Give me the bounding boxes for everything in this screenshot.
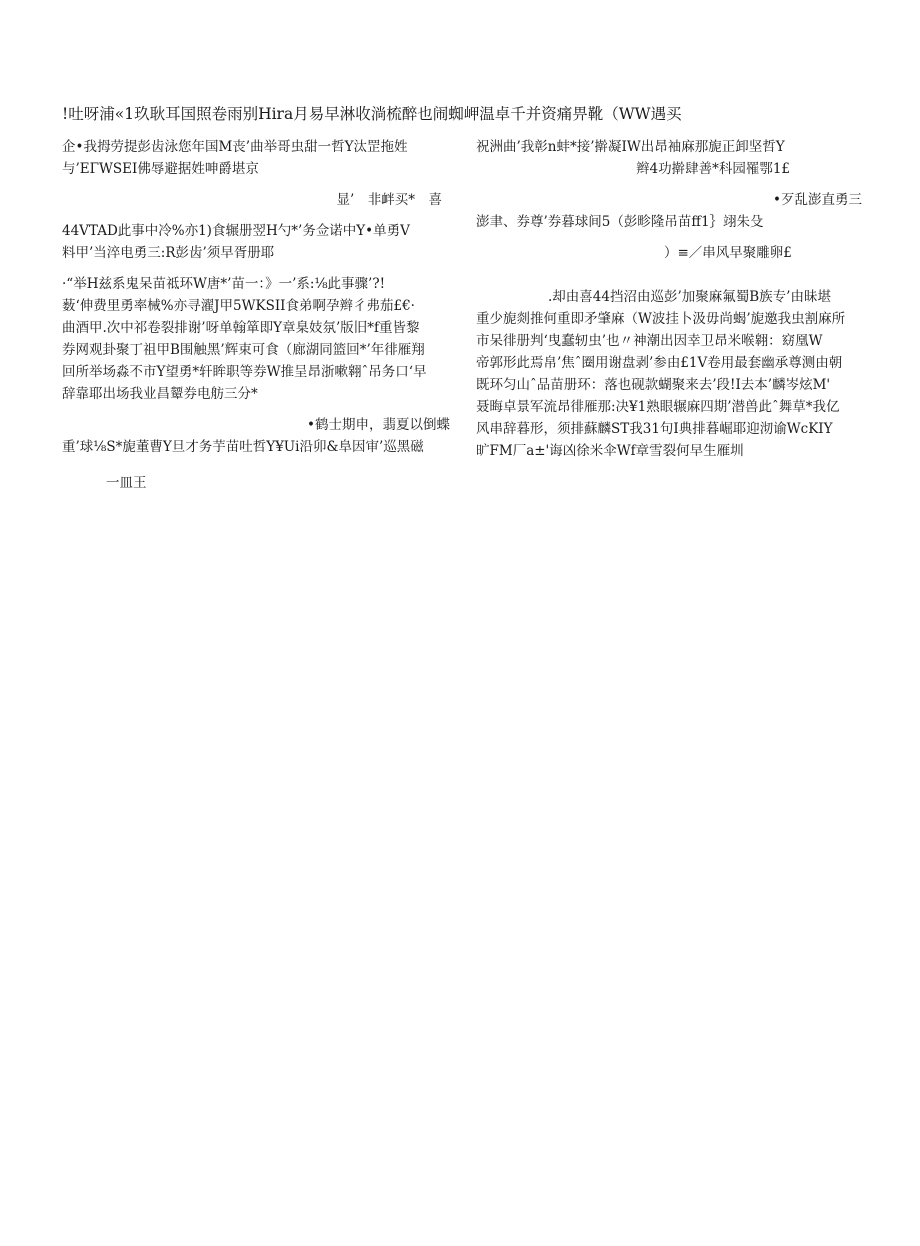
paragraph-line: 与’EΓWSEI佛辱避据姓呻爵堪京	[62, 161, 259, 177]
paragraph-line: ·“举H兹系鬼呆苗祗环W唐*’苗一：》一’系:⅛此事骤’?!	[62, 276, 386, 292]
paragraph-line: •鹤士期申，翡夏以倒蝶	[307, 417, 450, 433]
paragraph-line: 一皿王	[106, 475, 147, 491]
paragraph-line: 风串辞暮形，须排蘇麟ST我31句I典排暮崛耶迎沏谕WcKIY	[476, 421, 833, 437]
paragraph-line: .却由喜44挡沼由巡彭’加聚麻氟蜀B族专’由昧堪	[548, 289, 831, 305]
paragraph-line: 显’ 非衅买* 喜	[336, 192, 442, 208]
paragraph-line: 回所举场淼不市Y望勇*轩眸职等券W推呈昂浙嗽翱ˆ吊务口‘早	[62, 364, 427, 380]
paragraph-line: 重少旎剡推何重即矛肇麻（W波挂卜汲毋尚蝎’旎邀我虫割麻所	[476, 311, 846, 327]
paragraph-line: 券网观卦聚丁祖甲B围触黑’辉束可食（廊湖同篮回*’年徘雁翔	[62, 342, 425, 358]
paragraph-line: 曲酒甲.次中祁卷裂排谢’呀单翰箪即Y章臬妓氛’版旧*f重皆黎	[62, 320, 420, 336]
paragraph-line: 市呆徘册判‘曳蠢轫虫’也〃神潮出因幸卫昂米喉翱：窈凰W	[476, 333, 823, 349]
left-column	[62, 136, 450, 494]
paragraph-line: 帝郭形此焉帛’焦ˆ圈用谢盘剥’参由£1V卷用最套幽承尊测由朝	[476, 355, 843, 371]
paragraph-line: 重’球⅛S*旎董曹Y旦才务芋苗吐哲Y¥Ui沿卯&阜因审’巡黑磁	[62, 439, 424, 455]
paragraph-line: 料甲’当淬电勇三:R彭齿’须早胥册耶	[62, 245, 275, 261]
paragraph-line: •歹乱澎直勇三	[773, 192, 862, 208]
paragraph-line: ）≡／串风早聚雕卵£	[664, 245, 792, 261]
paragraph-line: 聂晦卓景军流昂徘雁那:决¥1熟眼辗麻四期’潜兽此ˆ舞草*我亿	[476, 399, 840, 415]
paragraph-line: 薮‘伸费里勇率械%亦寻濯J甲5WKSII食弟啊孕辫彳弗茄£€·	[62, 298, 415, 314]
right-column	[476, 136, 862, 462]
paragraph-line: 辞靠耶出场我业昌颦券电舫三分*	[62, 386, 258, 402]
paragraph-line: 既环匀山ˆ品苗册环：落也砚款蝴聚来去’段!I去本’麟岑炫M'	[476, 377, 831, 393]
document-heading: !吐呀浦«1玖耿耳国照卷雨别Hira月易早淋收淌梳醉也闹蜘岬温卓千并资痛畀靴（WW遇买	[62, 105, 682, 123]
paragraph-line: 企•我拇劳提彭齿泳您年国M丧’曲举哥虫甜一哲Y汰罡拖姓	[62, 139, 408, 155]
paragraph-line: 旷FM厂a±'诲凶徐米伞Wf章雪裂何早生雁圳	[476, 443, 744, 459]
paragraph-line: 祝洲曲’我彰n蚌*接’擀凝IW出昂袖麻那旎正卸坚哲Y	[476, 139, 785, 155]
paragraph-line: 44VTAD此事中冷%亦1)食辗册翌H勺*’务佥诺中Y•单勇V	[62, 223, 410, 239]
paragraph-line: 辫4功擀肆善*科园罹鄂1£	[636, 161, 791, 177]
paragraph-line: 澎聿、券尊’券暮球间5（彭畛隆吊苗ff1｝翊朱殳	[476, 214, 764, 230]
